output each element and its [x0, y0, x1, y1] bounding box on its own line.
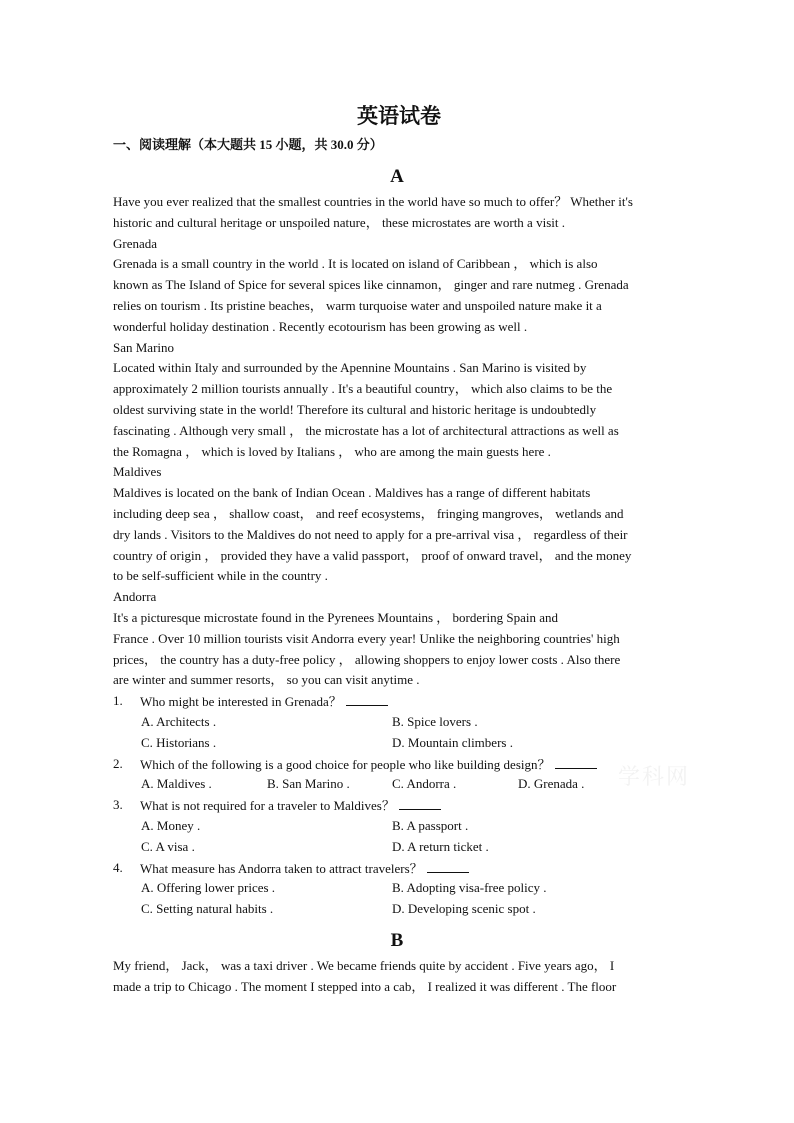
option-a[interactable]: A. Architects . [141, 713, 217, 729]
passage-line: wonderful holiday destination . Recently ecotourism has been growing as well . [113, 318, 528, 334]
passage-line: Maldives is located on the bank of Indian Ocean . Maldives has a range of different habitats [113, 485, 591, 501]
option-a[interactable]: A. Maldives . [141, 776, 212, 792]
question-3-options-row-1 [113, 816, 681, 837]
passage-line: approximately 2 million tourists annually . It's a beautiful country， which also claims to be the [113, 381, 613, 397]
question-text: What measure has Andorra taken to attract travelers？ [140, 860, 423, 876]
question-1-options-row-2 [113, 733, 681, 754]
option-a[interactable]: A. Money . [141, 817, 201, 833]
option-d[interactable]: D. A return ticket . [392, 838, 489, 854]
passage-subheading: Maldives [113, 464, 162, 480]
question-text: Who might be interested in Grenada？ [140, 694, 342, 710]
question-number: 4. [113, 859, 123, 875]
answer-blank[interactable] [399, 795, 441, 810]
option-b[interactable]: B. Spice lovers . [392, 713, 478, 729]
option-d[interactable]: D. Mountain climbers . [392, 734, 513, 750]
exam-title: 英语试卷 [357, 104, 441, 128]
passage-line: Located within Italy and surrounded by the Apennine Mountains . San Marino is visited by [113, 360, 587, 376]
passage-line: France . Over 10 million tourists visit Andorra every year! Unlike the neighboring countries' high [113, 630, 620, 646]
question-text: What is not required for a traveler to Maldives？ [140, 798, 395, 814]
question-1-options-row-1 [113, 712, 681, 733]
question-4 [113, 858, 681, 879]
option-d[interactable]: D. Developing scenic spot . [392, 901, 536, 917]
passage-line: oldest surviving state in the world! Therefore its cultural and historic heritage is undoubtedly [113, 401, 597, 417]
passage-line: Grenada is a small country in the world . It is located on island of Caribbean ， which is also [113, 256, 598, 272]
option-b[interactable]: B. A passport . [392, 817, 469, 833]
passage-line: are winter and summer resorts， so you can visit anytime . [113, 672, 420, 688]
option-c[interactable]: C. Historians . [141, 734, 217, 750]
question-2 [113, 754, 681, 775]
passage-a-body [113, 192, 681, 691]
option-c[interactable]: C. Setting natural habits . [141, 901, 274, 917]
passage-subheading: San Marino [113, 339, 175, 355]
passage-line: fascinating . Although very small ， the microstate has a lot of architectural attractions as well as [113, 422, 619, 438]
passage-line: the Romagna ， which is loved by Italians ， who are among the main guests here . [113, 443, 551, 459]
question-4-options-row-1 [113, 878, 681, 899]
option-c[interactable]: C. A visa . [141, 838, 195, 854]
option-b[interactable]: B. Adopting visa-free policy . [392, 880, 547, 896]
option-c[interactable]: C. Andorra . [392, 776, 457, 792]
answer-blank[interactable] [346, 691, 388, 706]
passage-line: country of origin ， provided they have a valid passport， proof of onward travel， and the money [113, 547, 632, 563]
passage-line: Have you ever realized that the smallest countries in the world have so much to offer？ Whether it's [113, 194, 633, 209]
option-a[interactable]: A. Offering lower prices . [141, 880, 276, 896]
passage-line: prices， the country has a duty-free policy ， allowing shoppers to enjoy lower costs . Also there [113, 651, 621, 667]
option-d[interactable]: D. Grenada . [518, 776, 585, 792]
passage-line: historic and cultural heritage or unspoiled nature， these microstates are worth a visit . [113, 214, 565, 230]
passage-subheading: Grenada [113, 235, 158, 251]
passage-line: including deep sea ， shallow coast， and reef ecosystems， fringing mangroves， wetlands and [113, 505, 624, 521]
option-b[interactable]: B. San Marino . [267, 776, 350, 792]
answer-blank[interactable] [555, 754, 597, 769]
passage-line: dry lands . Visitors to the Maldives do not need to apply for a pre-arrival visa ， regardless of their [113, 526, 628, 542]
passage-subheading: Andorra [113, 589, 157, 605]
watermark-text: 学科网 [618, 765, 691, 790]
question-1 [113, 691, 681, 712]
question-text: Which of the following is a good choice for people who like building design？ [140, 756, 551, 772]
passage-line: My friend， Jack， was a taxi driver . We became friends quite by accident . Five years ago， I [113, 957, 615, 973]
question-3-options-row-2 [113, 837, 681, 858]
answer-blank[interactable] [427, 858, 469, 873]
passage-line: made a trip to Chicago . The moment I stepped into a cab， I realized it was different . The floor [113, 978, 617, 994]
passage-b-body [113, 956, 681, 998]
passage-line: relies on tourism . Its pristine beaches， warm turquoise water and unspoiled nature make it a [113, 297, 602, 313]
passage-line: It's a picturesque microstate found in the Pyrenees Mountains ， bordering Spain and [113, 609, 558, 625]
question-number: 3. [113, 797, 123, 813]
passage-line: to be self-sufficient while in the country . [113, 568, 328, 584]
question-number: 2. [113, 755, 123, 771]
question-3 [113, 795, 681, 816]
question-4-options-row-2 [113, 899, 681, 920]
passage-a-letter: A [390, 166, 404, 187]
passage-line: known as The Island of Spice for several spices like cinnamon， ginger and rare nutmeg . Grenada [113, 277, 629, 293]
question-number: 1. [113, 693, 123, 709]
exam-page [113, 100, 681, 997]
section-heading: 一、阅读理解（本大题共 15 小题，共 30.0 分） [113, 137, 383, 152]
passage-b-letter: B [390, 929, 404, 951]
question-2-options [113, 774, 681, 795]
